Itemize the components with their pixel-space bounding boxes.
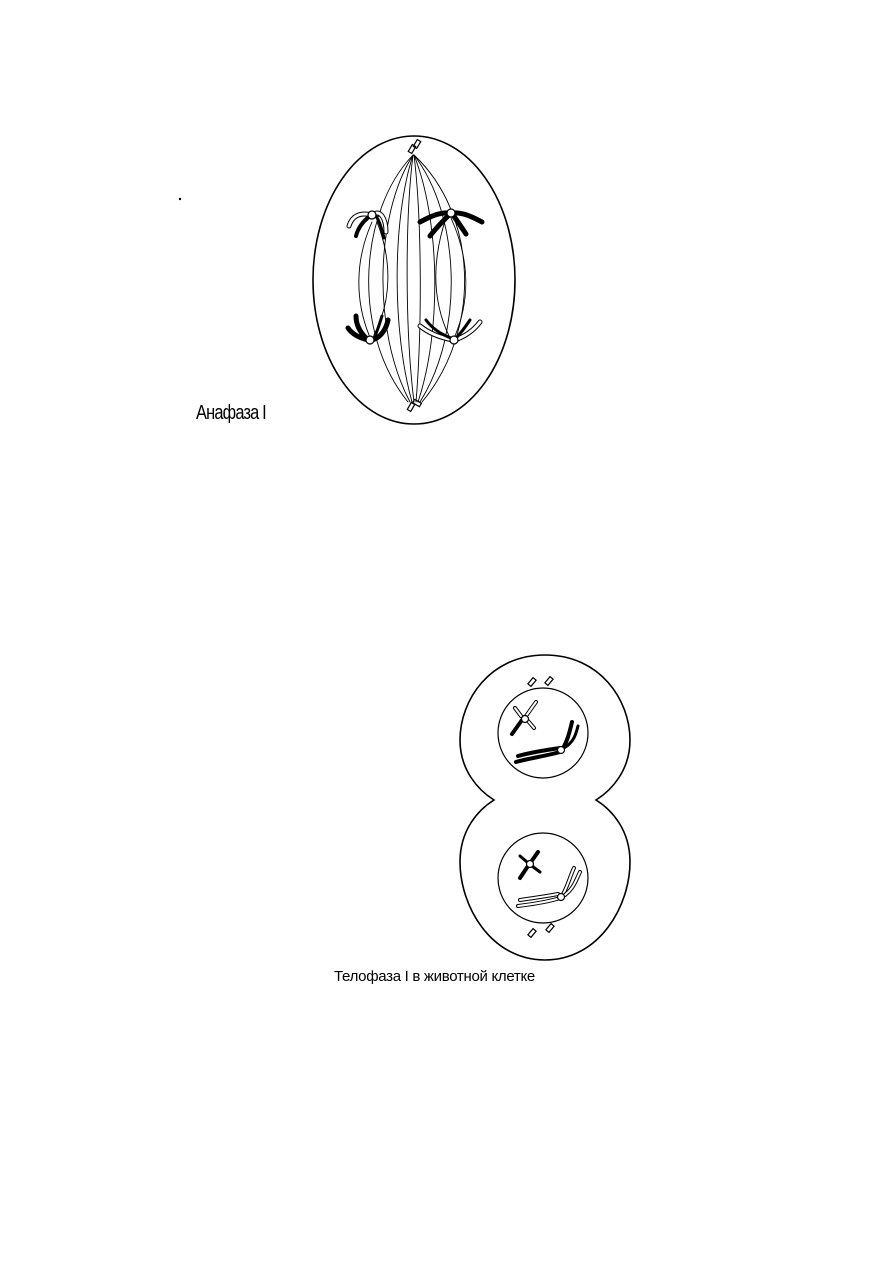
anaphase-label: Анафаза I [196,402,266,424]
chromosome-top-small [512,702,536,734]
centriole-top [528,677,553,687]
anaphase-cell [313,136,515,424]
centriole-bottom [528,924,554,938]
cell-membrane [313,136,515,424]
chromosome-bottom-large [518,868,580,906]
cell-membrane [460,655,630,960]
chromosome-top-large [516,722,578,762]
chromosome-lower-left [348,316,388,344]
chromosome-lower-right [420,320,480,344]
speck [179,198,181,200]
telophase-label: Телофаза I в животной клетке [334,968,535,985]
spindle-fibers [359,155,466,402]
chromosome-bottom-small [520,852,540,878]
nucleus-bottom [498,833,588,923]
centriole-top [408,140,420,154]
telophase-cell [460,655,630,960]
